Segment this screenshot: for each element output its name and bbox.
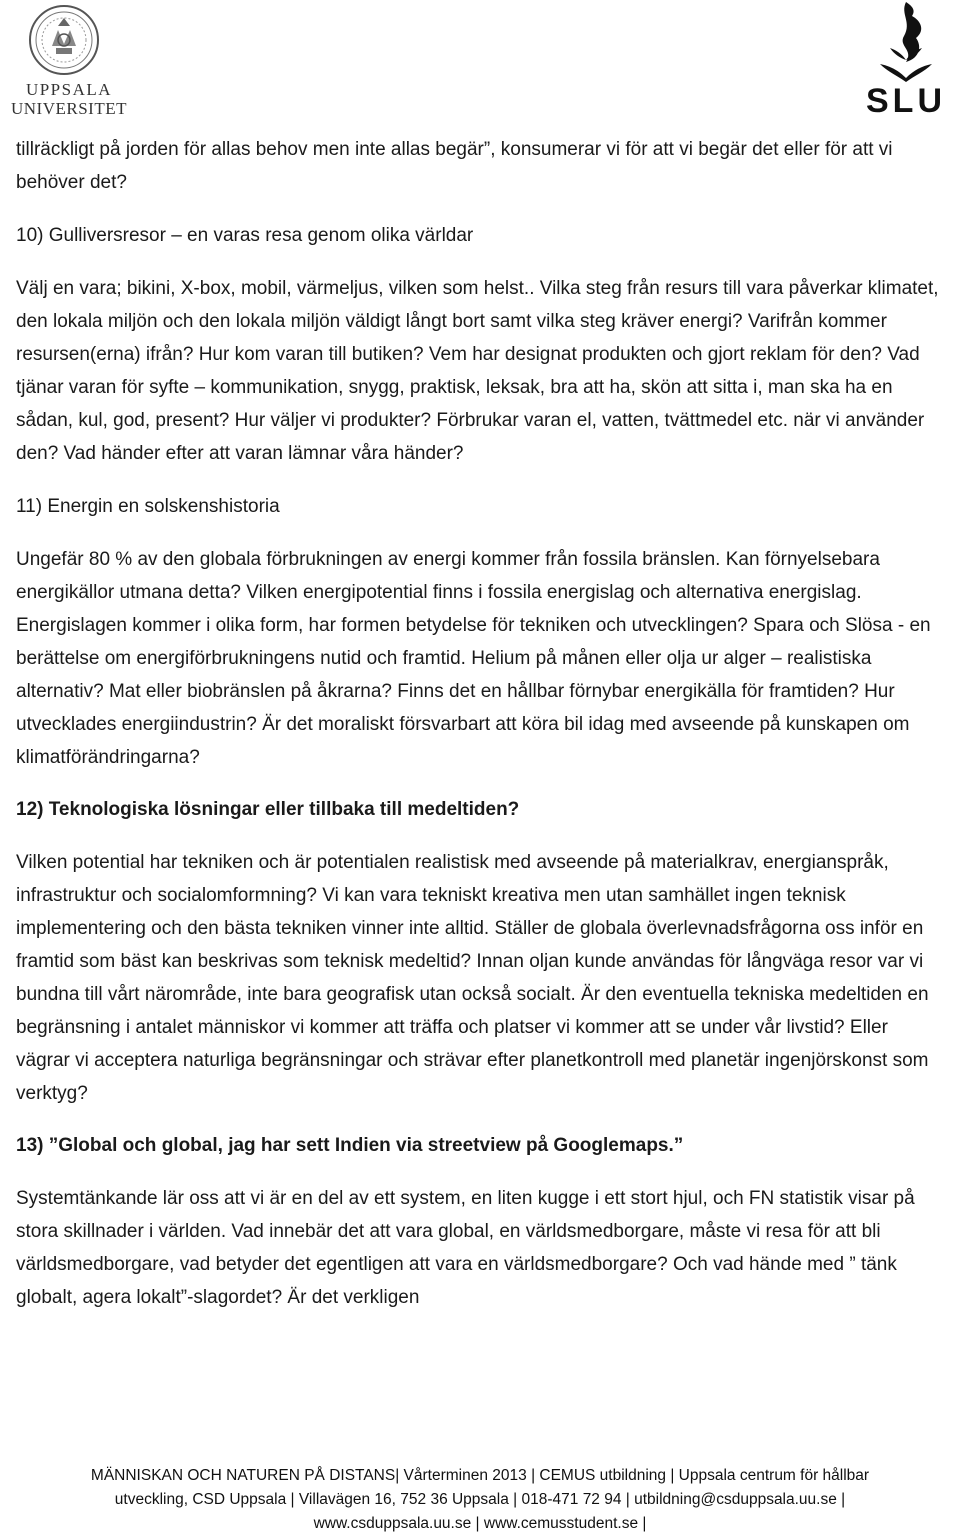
university-name-line2: UNIVERSITET xyxy=(11,99,127,118)
section-10-heading: 10) Gulliversresor – en varas resa genom olika världar xyxy=(16,225,474,246)
intro-paragraph: tillräckligt på jorden för allas behov men inte allas begär”, konsumerar vi för att vi begär det eller för att vi behöver det? xyxy=(16,139,893,193)
university-wordmark xyxy=(8,80,130,118)
footer-line-1: MÄNNISKAN OCH NATUREN PÅ DISTANS| Vårterminen 2013 | CEMUS utbildning | Uppsala centrum för hållbar xyxy=(90,1467,870,1484)
university-name-line1: UPPSALA xyxy=(25,80,113,99)
section-10-paragraph: Välj en vara; bikini, X-box, mobil, värmeljus, vilken som helst.. Vilka steg från resurs till vara påverkar klimatet, den lokala miljön och den lokala miljön väldigt långt bort samt vilka steg kräver energi? Varifrån kommer resursen(erna) ifrån? Hur kom varan till butiken? Vem har designat produkten och gjort reklam för den? Vad tjänar varan för syfte – kommunikation, snygg, praktisk, leksak, bra att ha, skön att sitta i, man ska ha en sådan, kul, god, present? Hur väljer vi produkter? Förbrukar varan el, vatten, tvättmedel etc. när vi använder den? Vad händer efter att varan lämnar våra händer? xyxy=(16,278,939,464)
footer-line-2: utveckling, CSD Uppsala | Villavägen 16, 752 36 Uppsala | 018-471 72 94 | utbildning@csduppsala.uu.se | xyxy=(114,1491,846,1508)
footer-line-3: www.csduppsala.uu.se | www.cemusstudent.se | xyxy=(313,1515,647,1532)
page-footer xyxy=(0,1464,960,1536)
document-body xyxy=(16,133,946,1314)
slu-logo-text: SLU xyxy=(866,82,946,116)
section-13-paragraph: Systemtänkande lär oss att vi är en del av ett system, en liten kugge i ett stort hjul, och FN statistik visar på stora skillnader i världen. Vad innebär det att vara global, en världsmedborgare, måste vi resa för att bli världsmedborgare, vad betyder det egentligen att vara en världsmedborgare? Och vad hände med ” tänk globalt, agera lokalt”-slagordet? Är det verkligen xyxy=(16,1188,915,1308)
page-header xyxy=(0,0,960,120)
university-seal-icon xyxy=(28,4,100,76)
section-13-heading: 13) ”Global och global, jag har sett Indien via streetview på Googlemaps.” xyxy=(16,1135,684,1156)
uppsala-university-logo xyxy=(8,4,127,118)
slu-logo xyxy=(860,0,952,116)
section-12-paragraph: Vilken potential har tekniken och är potentialen realistisk med avseende på materialkrav, energianspråk, infrastruktur och socialomformning? Vi kan vara tekniskt kreativa men utan samhället ingen teknisk implementering och den bästa tekniken vinner inte alltid. Ställer de globala överlevnadsfrågorna oss inför en framtid som bäst kan beskrivas som teknisk medeltid? Innan oljan kunde användas för långväga resor var vi bundna till vårt närområde, inte bara geografisk utan också socialt. Är den eventuella tekniska medeltiden en begränsning i antalet människor vi kommer att träffa och platser vi kommer att se under vår livstid? Eller vägrar vi acceptera naturliga begränsningar och strävar efter planetkontroll med planetär ingenjörskonst som verktyg? xyxy=(16,852,929,1104)
section-12-heading: 12) Teknologiska lösningar eller tillbaka till medeltiden? xyxy=(16,799,520,820)
section-11-paragraph: Ungefär 80 % av den globala förbrukningen av energi kommer från fossila bränslen. Kan förnyelsebara energikällor utmana detta? Vilken energipotential finns i fossila energislag och alternativa energislag. Energislagen kommer i olika form, har formen betydelse för tekniken och utvecklingen? Spara och Slösa - en berättelse om energiförbrukningens nutid och framtid. Helium på månen eller olja ur alger – realistiska alternativ? Mat eller biobränslen på åkrarna? Finns det en hållbar förnybar energikälla för framtiden? Hur utvecklades energiindustrin? Är det moraliskt försvarbart att köra bil idag med avseende på kunskapen om klimatförändringarna? xyxy=(16,549,931,768)
section-11-heading: 11) Energin en solskenshistoria xyxy=(16,496,280,517)
